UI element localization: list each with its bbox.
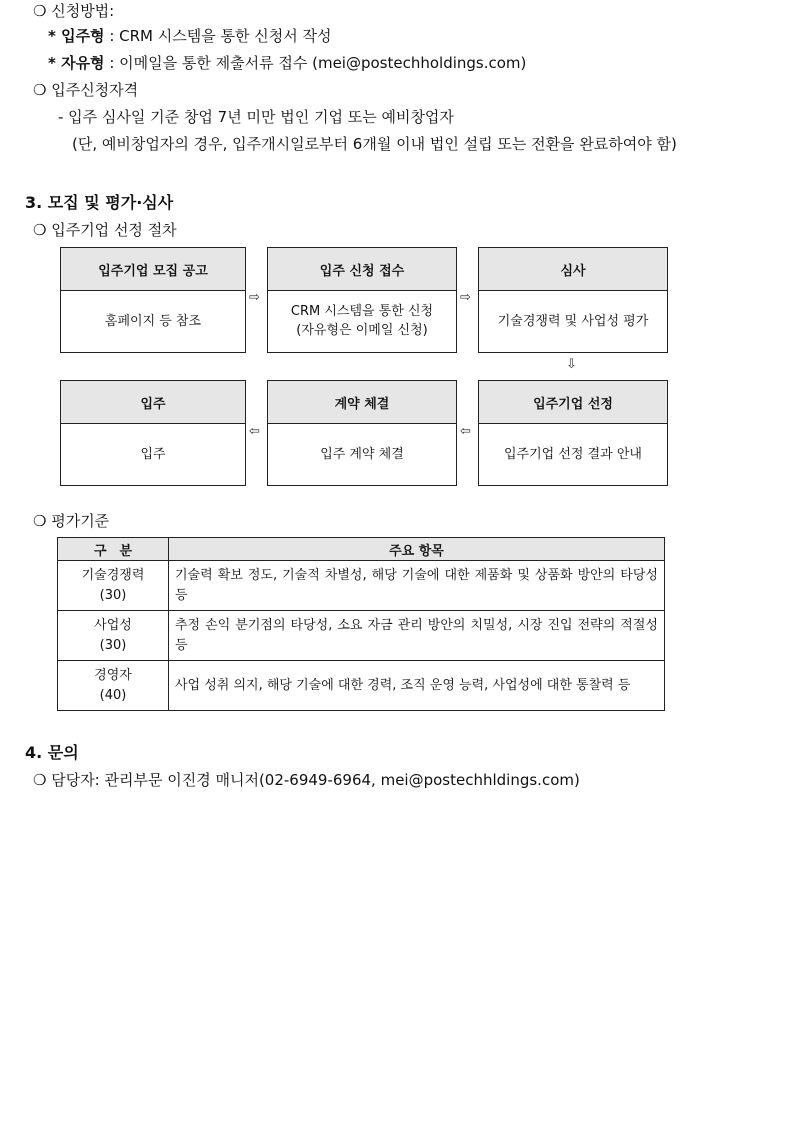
table-header-row bbox=[58, 538, 665, 561]
contact-line: ❍ 담당자: 관리부문 이진경 매니저(02-6949-6964, mei@postechhldings.com) bbox=[33, 771, 580, 789]
col-header-category: 구 분 bbox=[58, 538, 169, 561]
item-text: : CRM 시스템을 통한 신청서 작성 bbox=[104, 27, 332, 45]
step-body: 입주기업 선정 결과 안내 bbox=[504, 446, 642, 462]
eligibility-label: ❍ 입주신청자격 bbox=[33, 81, 139, 99]
criteria-table bbox=[57, 537, 665, 711]
step-body: 입주 계약 체결 bbox=[320, 446, 404, 462]
bullet: * bbox=[48, 54, 62, 72]
process-step-movein bbox=[60, 380, 246, 486]
step-head: 심사 bbox=[479, 248, 667, 291]
step-body: CRM 시스템을 통한 신청 (자유형은 이메일 신청) bbox=[290, 304, 434, 338]
item-name: 자유형 bbox=[61, 54, 105, 72]
row-description: 추정 손익 분기점의 타당성, 소요 자금 관리 방안의 치밀성, 시장 진입 전략의 적절성 등 bbox=[169, 611, 665, 661]
process-step-apply bbox=[267, 247, 457, 353]
col-header-items: 주요 항목 bbox=[169, 538, 665, 561]
arrow-left-icon: ⇦ bbox=[249, 424, 260, 439]
step-head: 입주기업 선정 bbox=[479, 381, 667, 424]
step-body: 기술경쟁력 및 사업성 평가 bbox=[497, 313, 649, 329]
step-head: 입주기업 모집 공고 bbox=[61, 248, 245, 291]
criteria-label: ❍ 평가기준 bbox=[33, 512, 110, 530]
item-text: : 이메일을 통한 제출서류 접수 (mei@postechholdings.com) bbox=[104, 54, 527, 72]
process-step-recruit bbox=[60, 247, 246, 353]
arrow-right-icon: ⇨ bbox=[249, 290, 260, 305]
apply-method-item-free bbox=[48, 52, 526, 73]
table-row bbox=[58, 561, 665, 611]
row-category: 경영자 (40) bbox=[58, 661, 169, 711]
step-body: 입주 bbox=[140, 446, 166, 462]
eligibility-line2: (단, 예비창업자의 경우, 입주개시일로부터 6개월 이내 법인 설립 또는 전환을 완료하여야 함) bbox=[72, 135, 677, 153]
bullet: * bbox=[48, 27, 62, 45]
row-category: 사업성 (30) bbox=[58, 611, 169, 661]
arrow-right-icon: ⇨ bbox=[460, 290, 471, 305]
item-name: 입주형 bbox=[61, 27, 105, 45]
arrow-left-icon: ⇦ bbox=[460, 424, 471, 439]
section4-title: 4. 문의 bbox=[25, 743, 79, 762]
apply-method-item-resident bbox=[48, 25, 331, 46]
row-category: 기술경쟁력 (30) bbox=[58, 561, 169, 611]
table-row bbox=[58, 661, 665, 711]
process-step-contract bbox=[267, 380, 457, 486]
arrow-down-icon: ⇩ bbox=[566, 357, 577, 372]
table-row bbox=[58, 611, 665, 661]
row-description: 기술력 확보 정도, 기술적 차별성, 해당 기술에 대한 제품화 및 상품화 방안의 타당성 등 bbox=[169, 561, 665, 611]
step-head: 입주 신청 접수 bbox=[268, 248, 456, 291]
step-body: 홈페이지 등 참조 bbox=[104, 313, 202, 329]
apply-method-label: ❍ 신청방법: bbox=[33, 2, 115, 20]
process-step-review bbox=[478, 247, 668, 353]
row-description: 사업 성취 의지, 해당 기술에 대한 경력, 조직 운영 능력, 사업성에 대한 통찰력 등 bbox=[169, 661, 665, 711]
section3-title: 3. 모집 및 평가·심사 bbox=[25, 193, 174, 212]
step-head: 입주 bbox=[61, 381, 245, 424]
process-label: ❍ 입주기업 선정 절차 bbox=[33, 221, 177, 239]
process-step-selection bbox=[478, 380, 668, 486]
step-head: 계약 체결 bbox=[268, 381, 456, 424]
eligibility-line1: - 입주 심사일 기준 창업 7년 미만 법인 기업 또는 예비창업자 bbox=[58, 108, 454, 126]
